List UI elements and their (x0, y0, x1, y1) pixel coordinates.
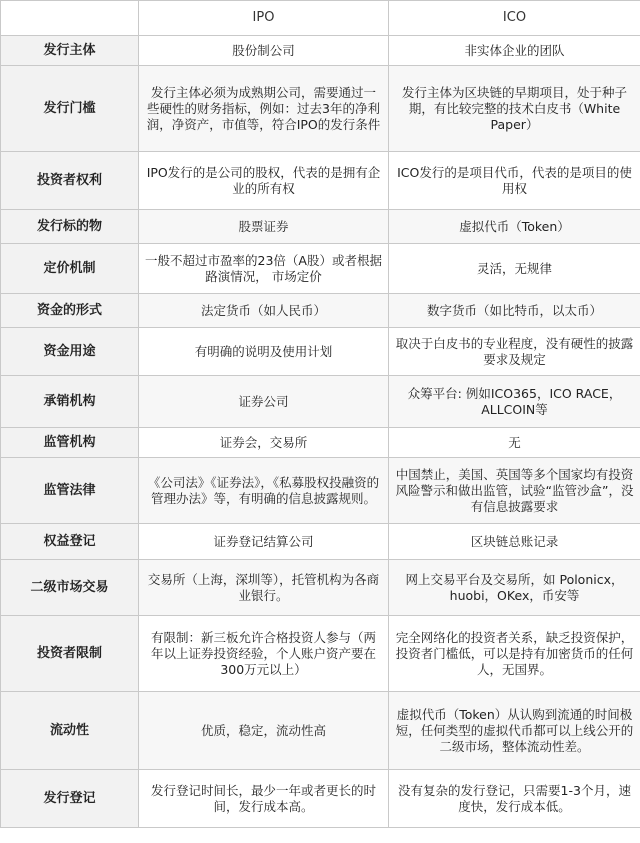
ipo-cell: 证券会，交易所 (139, 428, 389, 458)
header-row (1, 1, 640, 36)
row-label: 承销机构 (1, 376, 139, 428)
row-label: 监管机构 (1, 428, 139, 458)
header-ico: ICO (389, 1, 640, 36)
row-label: 发行门槛 (1, 66, 139, 152)
row-label: 流动性 (1, 692, 139, 770)
ico-cell: 众筹平台: 例如ICO365，ICO RACE，ALLCOIN等 (389, 376, 640, 428)
ico-cell: 发行主体为区块链的早期项目，处于种子期，有比较完整的技术白皮书（White Paper） (389, 66, 640, 152)
ico-cell: 虚拟代币（Token） (389, 210, 640, 244)
table-row (1, 36, 640, 66)
table-row (1, 770, 640, 828)
ico-cell: 网上交易平台及交易所，如 Polonicx，huobi，OKex，币安等 (389, 560, 640, 616)
ico-cell: 数字货币（如比特币，以太币） (389, 294, 640, 328)
ico-cell: 区块链总账记录 (389, 524, 640, 560)
table-row (1, 524, 640, 560)
ico-cell: 非实体企业的团队 (389, 36, 640, 66)
table-row (1, 376, 640, 428)
ipo-cell: 证券公司 (139, 376, 389, 428)
ipo-cell: 股票证券 (139, 210, 389, 244)
row-label: 投资者权利 (1, 152, 139, 210)
ipo-cell: 发行主体必须为成熟期公司，需要通过一些硬性的财务指标，例如：过去3年的净利润，净资产，市值等，符合IPO的发行条件 (139, 66, 389, 152)
ico-cell: 完全网络化的投资者关系，缺乏投资保护，投资者门槛低，可以是持有加密货币的任何人，无国界。 (389, 616, 640, 692)
ipo-cell: 优质，稳定，流动性高 (139, 692, 389, 770)
table-row (1, 428, 640, 458)
ipo-cell: 法定货币（如人民币） (139, 294, 389, 328)
ipo-cell: 发行登记时间长，最少一年或者更长的时间，发行成本高。 (139, 770, 389, 828)
table-row (1, 244, 640, 294)
table-row (1, 560, 640, 616)
row-label: 资金的形式 (1, 294, 139, 328)
ico-cell: 灵活，无规律 (389, 244, 640, 294)
header-ipo: IPO (139, 1, 389, 36)
row-label: 发行标的物 (1, 210, 139, 244)
row-label: 权益登记 (1, 524, 139, 560)
header-corner (1, 1, 139, 36)
row-label: 资金用途 (1, 328, 139, 376)
ipo-cell: IPO发行的是公司的股权，代表的是拥有企业的所有权 (139, 152, 389, 210)
ico-cell: 没有复杂的发行登记，只需要1-3个月，速度快，发行成本低。 (389, 770, 640, 828)
table-row (1, 692, 640, 770)
table-row (1, 616, 640, 692)
row-label: 二级市场交易 (1, 560, 139, 616)
ipo-cell: 《公司法》《证券法》，《私募股权投融资的管理办法》等，有明确的信息披露规则。 (139, 458, 389, 524)
ipo-cell: 交易所（上海，深圳等），托管机构为各商业银行。 (139, 560, 389, 616)
row-label: 发行登记 (1, 770, 139, 828)
table-row (1, 66, 640, 152)
ipo-cell: 有限制：新三板允许合格投资人参与（两年以上证券投资经验，个人账户资产要在300万元以上） (139, 616, 389, 692)
table-row (1, 328, 640, 376)
ipo-cell: 有明确的说明及使用计划 (139, 328, 389, 376)
row-label: 监管法律 (1, 458, 139, 524)
table-row (1, 152, 640, 210)
table-row (1, 294, 640, 328)
row-label: 定价机制 (1, 244, 139, 294)
ico-cell: 中国禁止，美国、英国等多个国家均有投资风险警示和做出监管，试验“监管沙盒”，没有信息披露要求 (389, 458, 640, 524)
ico-cell: 取决于白皮书的专业程度，没有硬性的披露要求及规定 (389, 328, 640, 376)
ico-cell: ICO发行的是项目代币，代表的是项目的使用权 (389, 152, 640, 210)
row-label: 发行主体 (1, 36, 139, 66)
ico-cell: 虚拟代币（Token）从认购到流通的时间极短，任何类型的虚拟代币都可以上线公开的二级市场，整体流动性差。 (389, 692, 640, 770)
ipo-cell: 股份制公司 (139, 36, 389, 66)
table-row (1, 210, 640, 244)
ipo-cell: 证券登记结算公司 (139, 524, 389, 560)
ico-cell: 无 (389, 428, 640, 458)
table-row (1, 458, 640, 524)
ipo-cell: 一般不超过市盈率的23倍（A股）或者根据路演情况， 市场定价 (139, 244, 389, 294)
row-label: 投资者限制 (1, 616, 139, 692)
